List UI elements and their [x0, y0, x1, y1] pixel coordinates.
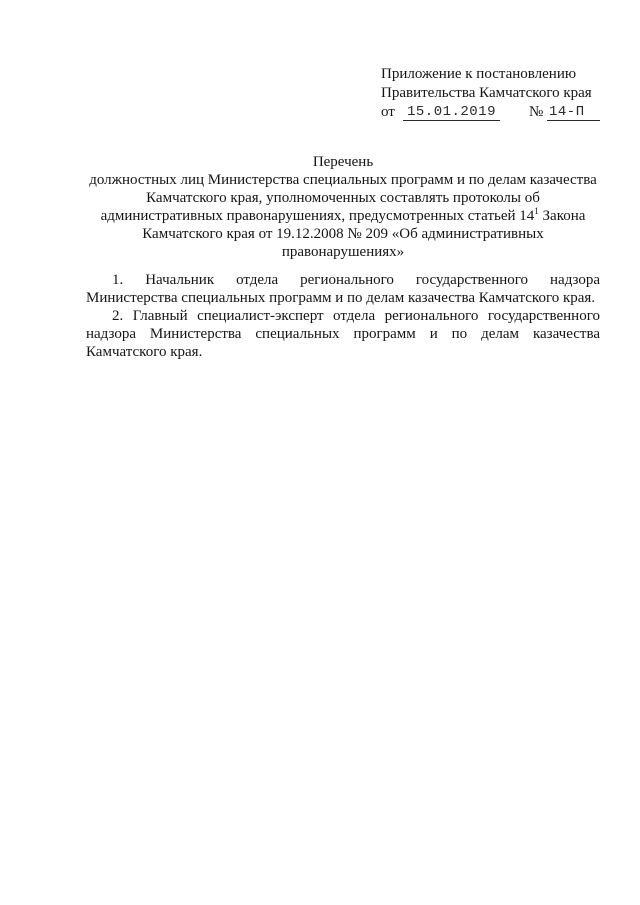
- list-item-line: [86, 307, 600, 325]
- title-line: правонарушениях»: [281, 244, 405, 260]
- list-item-text: Начальник отдела регионального государственного надзора: [145, 272, 601, 288]
- resolution-number: 14-П: [547, 104, 600, 121]
- article-superscript: 1: [534, 206, 539, 216]
- article-text: административных правонарушениях, предусмотренных статьей 14: [100, 208, 535, 224]
- article-text-after: Закона: [538, 208, 586, 224]
- list-item-line: Камчатского края.: [86, 344, 203, 360]
- list-item-line: Министерства специальных программ и по делам казачества Камчатского края.: [86, 290, 596, 306]
- document-title: [86, 153, 600, 261]
- list-item-number: 1.: [112, 272, 124, 288]
- list-item-line: [86, 271, 600, 289]
- title-line: должностных лиц Министерства специальных программ и по делам казачества: [89, 172, 597, 188]
- resolution-date-number: [381, 103, 611, 122]
- list-item-number: 2.: [112, 308, 124, 324]
- list-item: [86, 271, 600, 307]
- resolution-date: 15.01.2019: [403, 104, 500, 121]
- appendix-line: Приложение к постановлению: [381, 66, 577, 82]
- government-line: Правительства Камчатского края: [381, 85, 592, 101]
- list-item: [86, 307, 600, 361]
- title-heading: Перечень: [312, 154, 374, 170]
- number-sign: №: [529, 104, 544, 120]
- officials-list: [86, 271, 600, 361]
- appendix-header: [381, 65, 611, 122]
- list-item-text: Главный специалист-эксперт отдела регионального государственного: [132, 308, 600, 324]
- title-line: Камчатского края, уполномоченных составлять протоколы об: [146, 190, 540, 206]
- title-line: Камчатского края от 19.12.2008 № 209 «Об административных: [142, 226, 544, 242]
- list-item-line: надзора Министерства специальных программ и по делам казачества: [86, 326, 600, 342]
- date-prefix: от: [381, 104, 395, 120]
- title-line-article: [86, 207, 600, 225]
